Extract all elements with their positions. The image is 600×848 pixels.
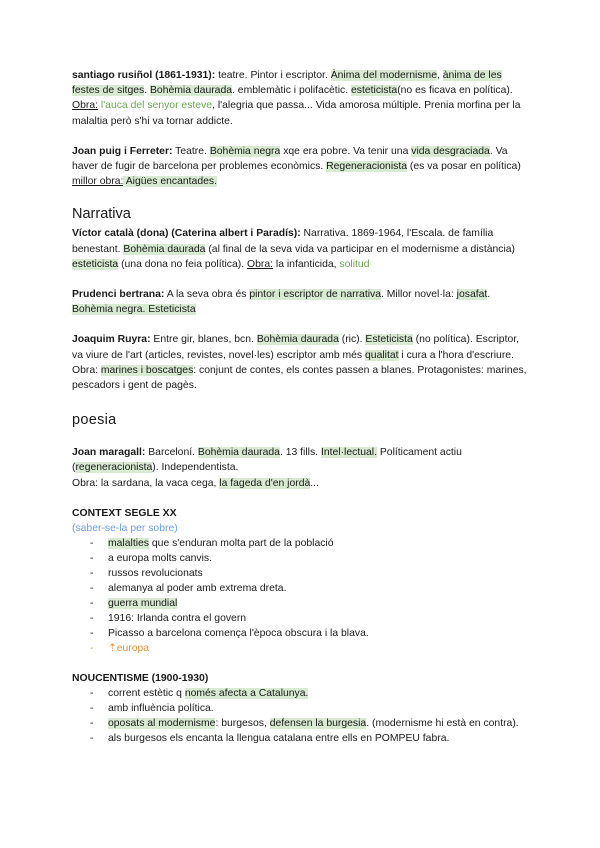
obra-label: Obra: [247,258,274,270]
text: (ric). [338,334,366,346]
list-item: - Picasso a barcelona comença l'època obscura i la blava. [90,626,532,641]
highlight: només afecta a Catalunya. [184,688,309,700]
list-item: - amb influència política. [90,701,532,716]
obra-label: Obra: [72,364,101,376]
paragraph-catala [72,226,532,272]
green-text: solitud [339,258,370,270]
text: Políticament actiu ( [72,447,462,474]
text: ). Independentista. [152,462,239,474]
highlight: Bohèmia daurada [123,243,206,255]
text: (es va posar en política) [407,161,521,173]
text: , l'alegria que passa... Vida amorosa múltiple. Prenia morfina per la malaltia però s'hi va tornar addicte. [72,100,521,127]
list-item: - 1916: Irlanda contra el govern [90,611,532,626]
paragraph-ruyra [72,332,532,393]
text: (al final de la seva vida va participar en el modernisme a distància) [205,243,516,255]
highlight: regeneracionista [75,462,153,474]
text: . Millor novel·la: [381,289,457,301]
text: corrent estètic q [108,688,185,700]
text: (una dona no feia política). [118,258,248,270]
author-name: Joan puig i Ferreter: [72,145,173,157]
text: Teatre. [172,145,210,157]
section-heading-narrativa: Narrativa [72,206,131,223]
list-item [90,536,532,551]
paragraph-rusinol [72,68,532,129]
list-item [90,686,532,701]
obra-label: Obra: la sardana, la vaca cega, [72,477,220,489]
noucentisme-list [72,686,532,746]
highlight: pintor i escriptor de narrativa [249,289,381,301]
text: . emblemàtic i polifacètic. [232,85,351,97]
text: xqe era pobre. Va tenir una [280,145,412,157]
highlight: Bohèmia daurada [256,334,339,346]
highlight: Bohèmia negra [209,145,281,157]
text: europa [116,643,150,655]
green-text: l'auca del senyor esteve [98,100,213,112]
list-item: - als burgesos els encanta la llengua catalana entre ells en POMPEU fabra. [90,731,532,746]
highlight: marines i boscatges [100,364,194,376]
highlight: vida desgraciada [411,145,490,157]
list-item [90,641,532,656]
text: . [144,85,150,97]
context-list [72,536,532,656]
highlight: malalties [108,538,149,550]
obra-label: millor obra: [72,176,124,188]
list-item: - a europa molts canvis. [90,551,532,566]
paragraph-puig [72,144,532,190]
text: . (modernisme hi està en contra). [366,718,519,730]
highlight: esteticista [72,258,119,270]
obra-label: Obra: [72,100,98,112]
highlight: Aigües encantades. [123,176,217,188]
text: Barceloní. [145,447,198,459]
text: la infanticida, [273,258,340,270]
highlight: oposats al modernisme [108,718,216,730]
paragraph-bertrana [72,287,532,317]
text: . [487,289,491,301]
section-heading-poesia: poesia [72,412,117,429]
author-name: Joan maragall: [72,447,146,459]
text: (no es ficava en política). [397,85,513,97]
author-name: santiago rusiñol (1861-1931): [72,70,216,81]
highlight: ànima de les festes de sitges [72,70,502,97]
text: que s'enduran molta part de la població [149,538,334,550]
highlight: Bohèmia daurada [149,85,233,97]
text: . 13 fills. [279,447,321,459]
author-name: Joaquim Ruyra: [72,334,151,346]
highlight: Ànima del modernisme [330,70,437,81]
highlight: josafat [456,289,488,301]
document-page [72,68,532,746]
text: : burgesos, [215,718,270,730]
text: A la seva obra és [164,289,250,301]
text: : conjunt de contes, els contes passen a blanes. Protagonistes: marines, pescadors i gent de pagès. [72,364,527,392]
text: i cura a l'hora d'escriure. [398,349,514,361]
highlight: defensen la burgesia [269,718,367,730]
author-name: Prudenci bertrana: [72,289,165,301]
text: , [436,70,443,81]
highlight: Regeneracionista [326,161,408,173]
section-heading-context: CONTEXT SEGLE XX [72,507,177,519]
list-item: - alemanya al poder amb extrema dreta. [90,581,532,596]
context-subtitle: (saber-se-la per sobre) [72,522,178,534]
text: ... [310,477,319,489]
up-arrow-icon: ⇡ [108,643,117,655]
text: Narrativa. 1869-1964, l'Escala. de família benestant. [72,228,494,255]
highlight: Bohèmia daurada [197,447,280,459]
highlight: qualitat [365,349,399,361]
section-heading-noucentisme: NOUCENTISME (1900-1930) [72,673,209,685]
list-item [90,596,532,611]
text: (no política). Escriptor, va viure de l'art (articles, revistes, novel·les) escriptor amb més [72,334,520,361]
text: . Va haver de fugir de barcelona per problemes econòmics. [72,145,508,173]
highlight: la fageda d'en jordà [219,477,311,489]
highlight: esteticista [350,85,398,97]
text: Entre gir, blanes, bcn. [150,334,257,346]
list-item: - russos revolucionats [90,566,532,581]
list-item [90,716,532,731]
author-name: Víctor català (dona) (Caterina albert i Paradís): [72,228,301,240]
highlight: Esteticista [365,334,413,346]
highlight: Intel·lectual. [320,447,377,459]
highlight: Bohèmia negra. Esteticista [72,304,196,316]
highlight: guerra mundial [108,598,178,610]
text: teatre. Pintor i escriptor. [215,70,331,81]
paragraph-maragall [72,445,532,491]
